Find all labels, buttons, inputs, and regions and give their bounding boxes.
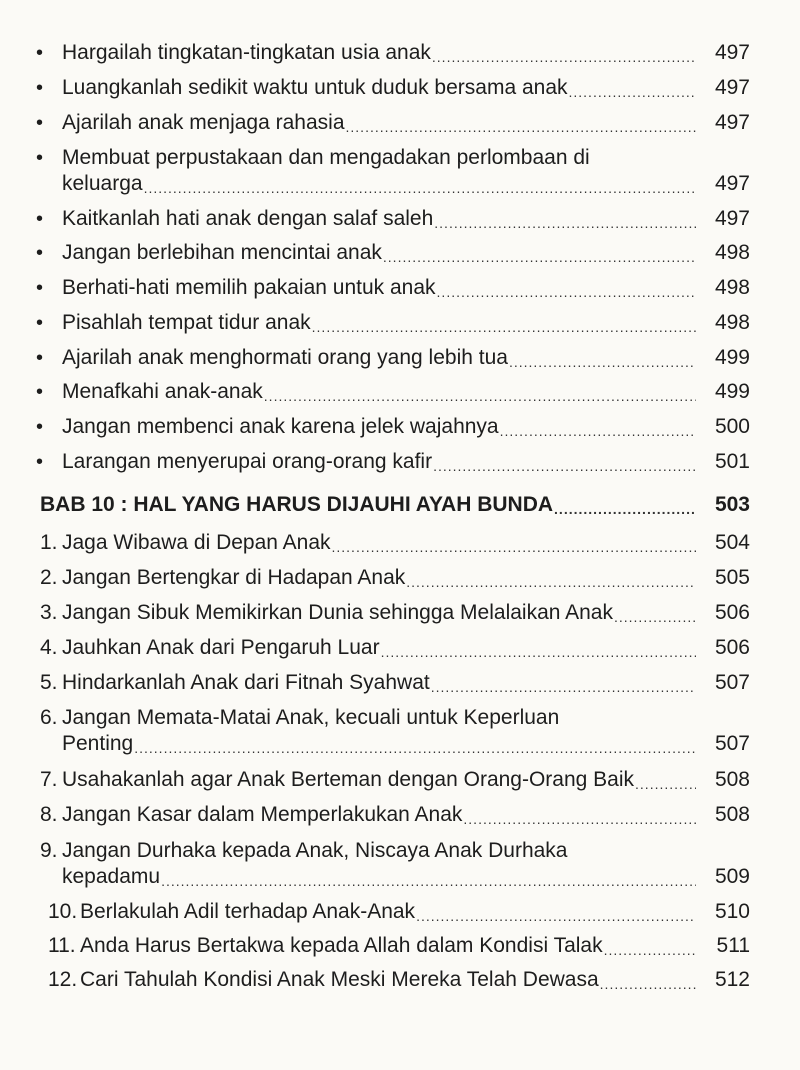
page-number: 508 — [714, 803, 750, 826]
leader-dots — [431, 678, 696, 696]
entry-title: Pisahlah tempat tidur anak — [62, 311, 311, 334]
page-number: 501 — [714, 450, 750, 473]
entry-title: Cari Tahulah Kondisi Anak Meski Mereka Telah Dewasa — [80, 968, 599, 991]
entry-title-line1: Membuat perpustakaan dan mengadakan perlombaan di — [62, 146, 590, 169]
page-number: 507 — [714, 671, 750, 694]
entry-title: Jaga Wibawa di Depan Anak — [62, 531, 331, 554]
entry-title: Jangan Kasar dalam Memperlakukan Anak — [62, 803, 463, 826]
entry-number: 6. — [40, 706, 58, 729]
entry-number: 4. — [40, 636, 58, 659]
entry-title: Jangan berlebihan mencintai anak — [62, 241, 382, 264]
entry-number: 2. — [40, 566, 58, 589]
entry-title: Luangkanlah sedikit waktu untuk duduk bersama anak — [62, 76, 568, 99]
page-number: 498 — [714, 241, 750, 264]
entry-number: 12. — [48, 968, 78, 991]
page-number: 497 — [714, 111, 750, 134]
entry-title: Ajarilah anak menjaga rahasia — [62, 111, 345, 134]
leader-dots — [569, 83, 697, 101]
bullet-icon: • — [36, 112, 44, 134]
leader-dots — [509, 353, 696, 371]
page-number: 500 — [714, 415, 750, 438]
leader-dots — [433, 457, 696, 475]
page-number: 507 — [714, 732, 750, 755]
page-number: 499 — [714, 346, 750, 369]
entry-number: 8. — [40, 803, 58, 826]
leader-dots — [416, 907, 696, 925]
leader-dots — [264, 387, 696, 405]
leader-dots — [406, 573, 696, 591]
leader-dots — [434, 214, 696, 232]
page-number: 505 — [714, 566, 750, 589]
entry-title-line1: Jangan Memata-Matai Anak, kecuali untuk Keperluan — [62, 706, 560, 729]
page-number: 506 — [714, 601, 750, 624]
bullet-icon: • — [36, 242, 44, 264]
bullet-icon: • — [36, 451, 44, 473]
entry-title: Anda Harus Bertakwa kepada Allah dalam Kondisi Talak — [80, 934, 603, 957]
leader-dots — [500, 422, 696, 440]
entry-number: 7. — [40, 768, 58, 791]
entry-title: Berhati-hati memilih pakaian untuk anak — [62, 276, 436, 299]
bullet-icon: • — [36, 77, 44, 99]
entry-title: Hindarkanlah Anak dari Fitnah Syahwat — [62, 671, 430, 694]
bullet-icon: • — [36, 277, 44, 299]
entry-title: Jangan membenci anak karena jelek wajahnya — [62, 415, 499, 438]
leader-dots — [332, 538, 697, 556]
leader-dots — [383, 248, 696, 266]
leader-dots — [432, 48, 696, 66]
leader-dots — [463, 810, 696, 828]
page-number: 508 — [714, 768, 750, 791]
entry-title: Penting — [62, 732, 134, 755]
leader-dots — [381, 643, 696, 661]
page-number: 497 — [714, 207, 750, 230]
leader-dots — [312, 318, 696, 336]
page-number: 497 — [714, 76, 750, 99]
page-number: 504 — [714, 531, 750, 554]
page-number: 512 — [714, 968, 750, 991]
page-number: 511 — [716, 934, 750, 957]
bullet-icon: • — [36, 147, 44, 169]
page-number: 503 — [714, 493, 750, 516]
page-number: 498 — [714, 276, 750, 299]
entry-number: 5. — [40, 671, 58, 694]
bullet-icon: • — [36, 42, 44, 64]
entry-number: 3. — [40, 601, 58, 624]
page-number: 506 — [714, 636, 750, 659]
entry-title: keluarga — [62, 172, 143, 195]
leader-dots — [134, 739, 696, 757]
leader-dots — [604, 941, 696, 959]
page-number: 498 — [714, 311, 750, 334]
page-number: 509 — [714, 865, 750, 888]
entry-number: 11. — [48, 934, 76, 957]
entry-number: 1. — [40, 531, 58, 554]
page-number: 497 — [714, 41, 750, 64]
bullet-icon: • — [36, 381, 44, 403]
chapter-title: BAB 10 : HAL YANG HARUS DIJAUHI AYAH BUNDA — [40, 493, 554, 516]
bullet-icon: • — [36, 312, 44, 334]
bullet-icon: • — [36, 416, 44, 438]
entry-title: Kaitkanlah hati anak dengan salaf saleh — [62, 207, 434, 230]
entry-title: Larangan menyerupai orang-orang kafir — [62, 450, 433, 473]
leader-dots — [635, 775, 696, 793]
leader-dots — [346, 118, 696, 136]
entry-title: Jangan Sibuk Memikirkan Dunia sehingga Melalaikan Anak — [62, 601, 613, 624]
entry-title: Jauhkan Anak dari Pengaruh Luar — [62, 636, 380, 659]
leader-dots — [614, 608, 696, 626]
entry-title: Ajarilah anak menghormati orang yang lebih tua — [62, 346, 508, 369]
page-number: 499 — [714, 380, 750, 403]
page-number: 497 — [714, 172, 750, 195]
page-number: 510 — [714, 900, 750, 923]
entry-title: Menafkahi anak-anak — [62, 380, 263, 403]
entry-title: Berlakulah Adil terhadap Anak-Anak — [80, 900, 416, 923]
leader-dots — [600, 975, 696, 993]
leader-dots — [554, 500, 696, 518]
leader-dots — [437, 283, 696, 301]
bullet-icon: • — [36, 347, 44, 369]
entry-title: Usahakanlah agar Anak Berteman dengan Orang-Orang Baik — [62, 768, 635, 791]
entry-title: Hargailah tingkatan-tingkatan usia anak — [62, 41, 431, 64]
bullet-icon: • — [36, 208, 44, 230]
leader-dots — [161, 872, 696, 890]
entry-title: Jangan Bertengkar di Hadapan Anak — [62, 566, 406, 589]
entry-number: 9. — [40, 839, 58, 862]
entry-number: 10. — [48, 900, 78, 923]
leader-dots — [144, 179, 696, 197]
entry-title-line1: Jangan Durhaka kepada Anak, Niscaya Anak Durhaka — [62, 839, 568, 862]
entry-title: kepadamu — [62, 865, 161, 888]
